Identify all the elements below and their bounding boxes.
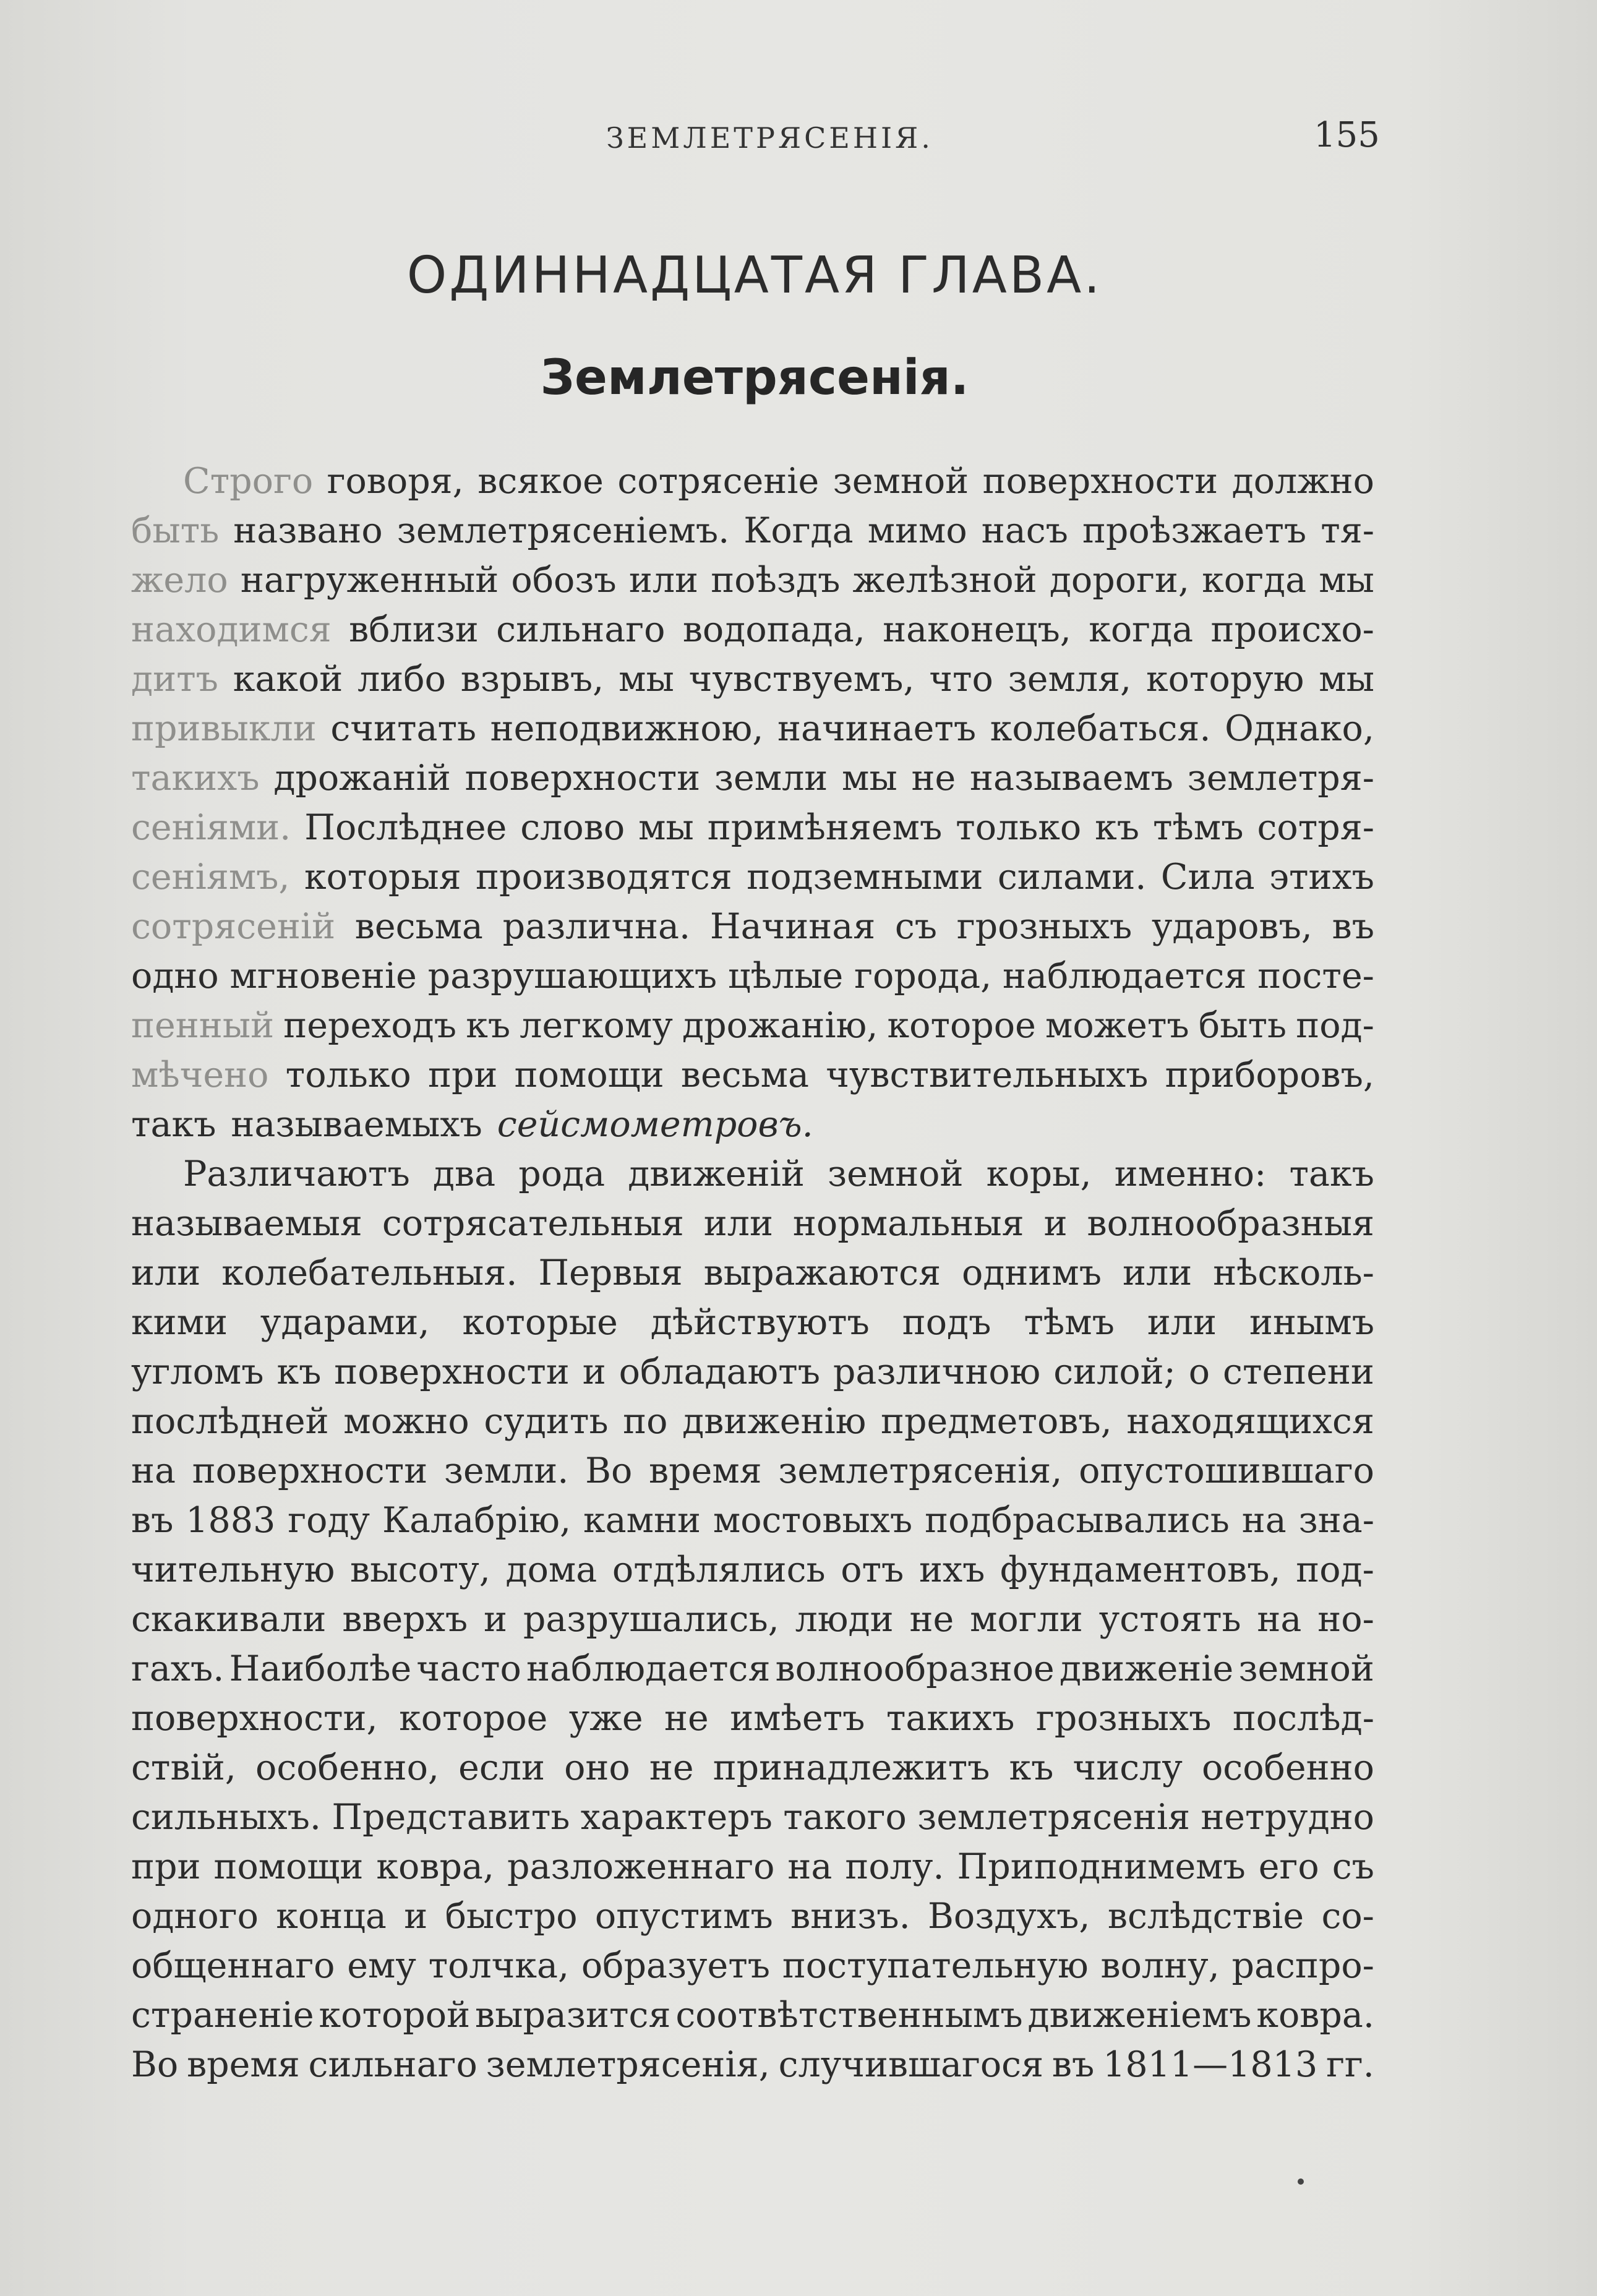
- word: или: [1123, 1253, 1192, 1293]
- text-line: [131, 605, 1374, 654]
- word: должно: [1231, 461, 1374, 502]
- text-line: [131, 1595, 1374, 1644]
- word: либо: [358, 659, 446, 700]
- text-line: [131, 1496, 1374, 1545]
- word: не: [664, 1698, 709, 1739]
- word: къ: [466, 1005, 511, 1046]
- text-line: [131, 506, 1374, 555]
- running-head: ЗЕМЛЕТРЯСЕНІЯ.: [606, 121, 933, 155]
- word: тѣмъ: [1153, 807, 1244, 848]
- word: выражаются: [703, 1253, 941, 1293]
- word: Однако,: [1225, 708, 1374, 749]
- word: считать: [330, 708, 477, 749]
- word: тѣмъ: [1024, 1302, 1115, 1343]
- word: силой;: [1053, 1351, 1176, 1392]
- word: и: [484, 1599, 508, 1640]
- word: разрушающихъ: [427, 956, 717, 996]
- word: подбрасывались: [925, 1500, 1230, 1541]
- word: дрожаній: [273, 758, 451, 799]
- word: Сила: [1160, 857, 1255, 897]
- word: Во: [131, 2044, 179, 2085]
- text-line: [131, 1397, 1374, 1446]
- word: под-: [1296, 1549, 1374, 1590]
- word: сеніямъ,: [131, 857, 290, 897]
- word: помощи: [514, 1055, 664, 1095]
- word: Наиболѣе: [229, 1648, 412, 1689]
- word: Представить: [332, 1797, 570, 1838]
- word: скакивали: [131, 1599, 327, 1640]
- word: нетрудно: [1201, 1797, 1374, 1838]
- word: общеннаго: [131, 1945, 335, 1986]
- text-line: [131, 852, 1374, 902]
- text-line: [131, 1644, 1374, 1694]
- word: поступательную: [782, 1945, 1089, 1986]
- word: движеній: [628, 1154, 805, 1194]
- word: находящихся: [1126, 1401, 1374, 1442]
- text-line: [131, 1545, 1374, 1595]
- word: цѣлые: [727, 956, 844, 996]
- word: можно: [343, 1401, 469, 1442]
- word: разложеннаго: [507, 1846, 775, 1887]
- word: полу.: [845, 1846, 944, 1887]
- word: грозныхъ: [1035, 1698, 1212, 1739]
- word: говоря,: [327, 461, 464, 502]
- word: могли: [970, 1599, 1083, 1640]
- word: уже: [568, 1698, 643, 1739]
- word: степени: [1223, 1351, 1374, 1392]
- word: нагруженный: [240, 560, 499, 601]
- word: этихъ: [1269, 857, 1374, 897]
- text-line: [131, 803, 1374, 852]
- word: называемъ: [970, 758, 1173, 799]
- word: вслѣдствіе: [1107, 1896, 1304, 1937]
- word: земля,: [1008, 659, 1132, 700]
- word: землетря-: [1187, 758, 1374, 799]
- word: производятся: [476, 857, 732, 897]
- word: инымъ: [1249, 1302, 1374, 1343]
- word: различною: [833, 1351, 1041, 1392]
- word: тя-: [1321, 510, 1374, 551]
- chapter-title: ОДИННАДЦАТАЯ ГЛАВА.: [406, 246, 1103, 305]
- word: сотрясательныя: [382, 1203, 684, 1244]
- word: что: [929, 659, 993, 700]
- word: къ: [1009, 1747, 1054, 1788]
- word: подъ: [902, 1302, 991, 1343]
- word: весьма: [354, 906, 483, 947]
- word: Приподнимемъ: [957, 1846, 1246, 1887]
- word: силами.: [997, 857, 1147, 897]
- word: когда: [1202, 560, 1307, 601]
- word: разрушались,: [523, 1599, 779, 1640]
- word: взрывъ,: [460, 659, 604, 700]
- word: люди: [795, 1599, 894, 1640]
- word: которые: [462, 1302, 618, 1343]
- word: гг.: [1326, 2044, 1374, 2085]
- word: которую: [1145, 659, 1304, 700]
- text-line: [131, 1743, 1374, 1793]
- word: при: [131, 1846, 201, 1887]
- text-line: [131, 1446, 1374, 1496]
- word: одно: [131, 956, 219, 996]
- text-line: [131, 1694, 1374, 1743]
- text-line: [131, 902, 1374, 951]
- word: особенно: [1201, 1747, 1374, 1788]
- word: быстро: [445, 1896, 578, 1937]
- word: распро-: [1231, 1945, 1374, 1986]
- word: Калабрію,: [382, 1500, 572, 1541]
- word: города,: [854, 956, 992, 996]
- word: по: [623, 1401, 668, 1442]
- word: вверхъ: [342, 1599, 468, 1640]
- word: такихъ: [886, 1698, 1015, 1739]
- text-line: [131, 1001, 1374, 1050]
- word: вблизи: [349, 609, 479, 650]
- word: Воздухъ,: [928, 1896, 1090, 1937]
- word: кими: [131, 1302, 228, 1343]
- text-line: [131, 951, 1374, 1001]
- word: начинаетъ: [777, 708, 977, 749]
- word: названо: [233, 510, 383, 551]
- word: волнообразныя: [1087, 1203, 1374, 1244]
- word: ударами,: [260, 1302, 430, 1343]
- word: насъ: [981, 510, 1068, 551]
- word: земли: [714, 758, 828, 799]
- word: случившагося: [778, 2044, 1044, 2085]
- word: движеніе: [1059, 1648, 1234, 1689]
- word: ствій,: [131, 1747, 236, 1788]
- word: въ: [131, 1500, 174, 1541]
- word: поверхности: [334, 1351, 570, 1392]
- word: коры,: [986, 1154, 1092, 1194]
- word: земной: [828, 1154, 964, 1194]
- word: предметовъ,: [881, 1401, 1112, 1442]
- word: колебаться.: [990, 708, 1211, 749]
- word: подземными: [747, 857, 983, 897]
- word: под-: [1296, 1005, 1374, 1046]
- word: наблюдается: [526, 1648, 771, 1689]
- word: послѣд-: [1232, 1698, 1374, 1739]
- word: быть: [131, 510, 220, 551]
- word: которой: [319, 1995, 471, 2036]
- word: не: [909, 1599, 954, 1640]
- text-line: [131, 1842, 1374, 1891]
- word: всякое: [477, 461, 604, 502]
- word: мы: [1319, 659, 1374, 700]
- page-number: 155: [1314, 115, 1380, 155]
- word: происхо-: [1210, 609, 1374, 650]
- word: два: [432, 1154, 496, 1194]
- word: поѣздъ: [711, 560, 841, 601]
- word: часто: [416, 1648, 521, 1689]
- word: мимо: [867, 510, 967, 551]
- word: легкому: [520, 1005, 673, 1046]
- word: и: [582, 1351, 606, 1392]
- word: на: [131, 1450, 176, 1491]
- word: или: [628, 560, 699, 601]
- word: въ: [1332, 906, 1374, 947]
- word: можетъ: [1045, 1005, 1189, 1046]
- word: опустимъ: [594, 1896, 773, 1937]
- word: грозныхъ: [956, 906, 1132, 947]
- word: которое: [887, 1005, 1036, 1046]
- text-line: [131, 704, 1374, 753]
- word: Начиная: [709, 906, 876, 947]
- word: числу: [1073, 1747, 1183, 1788]
- word: Различаютъ: [183, 1154, 410, 1194]
- word: какой: [233, 659, 343, 700]
- word: фундаментовъ,: [1000, 1549, 1281, 1590]
- word: дѣйствуютъ: [650, 1302, 870, 1343]
- word: конца: [276, 1896, 387, 1937]
- word: быть: [1198, 1005, 1287, 1046]
- word: которыя: [304, 857, 461, 897]
- word: страненіе: [131, 1995, 314, 2036]
- word: зна-: [1298, 1500, 1374, 1541]
- ink-dot: [1298, 2178, 1304, 2185]
- word: оно: [564, 1747, 630, 1788]
- word: только: [956, 807, 1082, 848]
- word: его: [1258, 1846, 1319, 1887]
- word: мы: [638, 807, 694, 848]
- word: колебательныя.: [221, 1253, 518, 1293]
- word: землетрясенія,: [778, 1450, 1063, 1491]
- word: время: [649, 1450, 762, 1491]
- word: неподвижною,: [490, 708, 764, 749]
- word: проѣзжаетъ: [1082, 510, 1307, 551]
- word: толчка,: [428, 1945, 570, 1986]
- word: жело: [131, 560, 228, 601]
- text-line: [131, 1793, 1374, 1842]
- text-line: [131, 1990, 1374, 2040]
- word: называемыя: [131, 1203, 362, 1244]
- word: послѣдней: [131, 1401, 329, 1442]
- word: ему: [347, 1945, 416, 1986]
- word: ковра,: [376, 1846, 495, 1887]
- word: особенно,: [255, 1747, 440, 1788]
- word: соотвѣтственнымъ: [675, 1995, 1023, 2036]
- word: внизъ.: [790, 1896, 910, 1937]
- word: время: [187, 2044, 300, 2085]
- word: поверхности: [982, 461, 1218, 502]
- word: году: [288, 1500, 370, 1541]
- word: Строго: [183, 461, 314, 502]
- text-line: [131, 753, 1374, 803]
- word: ковра.: [1256, 1995, 1374, 2036]
- section-title: Землетрясенія.: [540, 350, 969, 406]
- word: принадлежитъ: [713, 1747, 990, 1788]
- word: имѣетъ: [730, 1698, 865, 1739]
- word: обладаютъ: [619, 1351, 820, 1392]
- word: весьма: [680, 1055, 809, 1095]
- word: находимся: [131, 609, 332, 650]
- word: волнообразное: [775, 1648, 1055, 1689]
- word: мѣчено: [131, 1055, 269, 1095]
- word: сотрясеній: [131, 906, 336, 947]
- word: на: [787, 1846, 833, 1887]
- word: дороги,: [1049, 560, 1190, 601]
- word: примѣняемъ: [707, 807, 943, 848]
- word: чувствуемъ,: [688, 659, 915, 700]
- word: съ: [894, 906, 938, 947]
- text-line: [131, 1891, 1374, 1941]
- text-line: [131, 456, 1374, 506]
- word: ихъ: [918, 1549, 985, 1590]
- word: дитъ: [131, 659, 218, 700]
- word: чувствительныхъ: [826, 1055, 1149, 1095]
- word: мы: [619, 659, 674, 700]
- word: о: [1188, 1351, 1210, 1392]
- word: наконецъ,: [883, 609, 1071, 650]
- word: поверхности: [465, 758, 701, 799]
- word: нѣсколь-: [1213, 1253, 1374, 1293]
- word: дрожанію,: [682, 1005, 878, 1046]
- word: называемыхъ: [231, 1104, 482, 1145]
- word: Первыя: [538, 1253, 683, 1293]
- word: которое: [399, 1698, 548, 1739]
- word: землетрясенія,: [486, 2044, 770, 2085]
- word: ударовъ,: [1152, 906, 1312, 947]
- word: сотря-: [1257, 807, 1374, 848]
- word: гахъ.: [131, 1648, 225, 1689]
- word: такъ: [1289, 1154, 1374, 1194]
- word: 1811—1813: [1103, 2044, 1318, 2085]
- text-line: [131, 1248, 1374, 1298]
- word: мгновеніе: [229, 956, 417, 996]
- word: при: [427, 1055, 498, 1095]
- word: выразится: [474, 1995, 671, 2036]
- word: земной: [833, 461, 969, 502]
- word: устоять: [1098, 1599, 1241, 1640]
- word: сеніями.: [131, 807, 291, 848]
- word: если: [458, 1747, 545, 1788]
- word: различна.: [502, 906, 691, 947]
- word: поверхности,: [131, 1698, 378, 1739]
- word: образуетъ: [581, 1945, 771, 1986]
- word: волну,: [1100, 1945, 1220, 1986]
- word: земли.: [443, 1450, 569, 1491]
- word: нормальныя: [792, 1203, 1024, 1244]
- text-line: [131, 1298, 1374, 1347]
- word: и: [404, 1896, 428, 1937]
- word: и: [1043, 1203, 1068, 1244]
- word: только: [285, 1055, 411, 1095]
- word: такого: [783, 1797, 907, 1838]
- text-line: [131, 1941, 1374, 1990]
- text-line: [131, 1100, 1374, 1149]
- word: именно:: [1114, 1154, 1267, 1194]
- word: дома: [505, 1549, 597, 1590]
- word: движенію: [682, 1401, 867, 1442]
- word: переходъ: [283, 1005, 457, 1046]
- word: желѣзной: [852, 560, 1037, 601]
- word: водопада,: [682, 609, 865, 650]
- word: высоту,: [349, 1549, 490, 1590]
- text-line: [131, 654, 1374, 704]
- word: мы: [842, 758, 897, 799]
- word: характеръ: [580, 1797, 773, 1838]
- word: къ: [276, 1351, 322, 1392]
- word: мостовыхъ: [713, 1500, 913, 1541]
- word: или: [1147, 1302, 1217, 1343]
- word: посте-: [1257, 956, 1374, 996]
- word: отдѣлялись: [612, 1549, 826, 1590]
- word: мы: [1319, 560, 1374, 601]
- word: сильныхъ.: [131, 1797, 322, 1838]
- word: пенный: [131, 1005, 275, 1046]
- word: отъ: [841, 1549, 904, 1590]
- word: чительную: [131, 1549, 335, 1590]
- word: рода: [518, 1154, 606, 1194]
- word: на: [1257, 1599, 1302, 1640]
- word: земной: [1238, 1648, 1374, 1689]
- word: камни: [583, 1500, 701, 1541]
- word: сильнаго: [496, 609, 666, 650]
- word: судить: [484, 1401, 609, 1442]
- text-line: [131, 555, 1374, 605]
- word: но-: [1317, 1599, 1374, 1640]
- body-text: [131, 456, 1374, 2089]
- word: въ: [1051, 2044, 1095, 2085]
- word: къ: [1095, 807, 1140, 848]
- text-line: [131, 1050, 1374, 1100]
- word: землетрясеніемъ.: [396, 510, 730, 551]
- word: движеніемъ: [1027, 1995, 1252, 2036]
- word: или: [703, 1203, 773, 1244]
- word: не: [911, 758, 956, 799]
- word: сотрясеніе: [617, 461, 820, 502]
- word: со-: [1321, 1896, 1374, 1937]
- text-line: [131, 1199, 1374, 1248]
- word: приборовъ,: [1165, 1055, 1374, 1095]
- word: сейсмометровъ.: [497, 1104, 813, 1145]
- word: опустошившаго: [1079, 1450, 1374, 1491]
- word: наблюдается: [1003, 956, 1247, 996]
- word: землетрясенія: [917, 1797, 1191, 1838]
- word: 1883: [186, 1500, 276, 1541]
- word: обозъ: [511, 560, 617, 601]
- word: такъ: [131, 1104, 216, 1145]
- word: Во: [585, 1450, 633, 1491]
- word: сильнаго: [308, 2044, 477, 2085]
- word: угломъ: [131, 1351, 264, 1392]
- word: поверхности: [192, 1450, 428, 1491]
- word: не: [649, 1747, 694, 1788]
- text-line: [131, 1347, 1374, 1397]
- text-line: [131, 2040, 1374, 2089]
- word: слово: [520, 807, 625, 848]
- word: на: [1241, 1500, 1287, 1541]
- word: Когда: [743, 510, 854, 551]
- word: одного: [131, 1896, 259, 1937]
- word: помощи: [213, 1846, 364, 1887]
- word: съ: [1332, 1846, 1374, 1887]
- word: такихъ: [131, 758, 260, 799]
- word: Послѣднее: [304, 807, 507, 848]
- word: однимъ: [962, 1253, 1102, 1293]
- word: или: [131, 1253, 201, 1293]
- text-line: [131, 1149, 1374, 1199]
- word: когда: [1089, 609, 1194, 650]
- word: привыкли: [131, 708, 317, 749]
